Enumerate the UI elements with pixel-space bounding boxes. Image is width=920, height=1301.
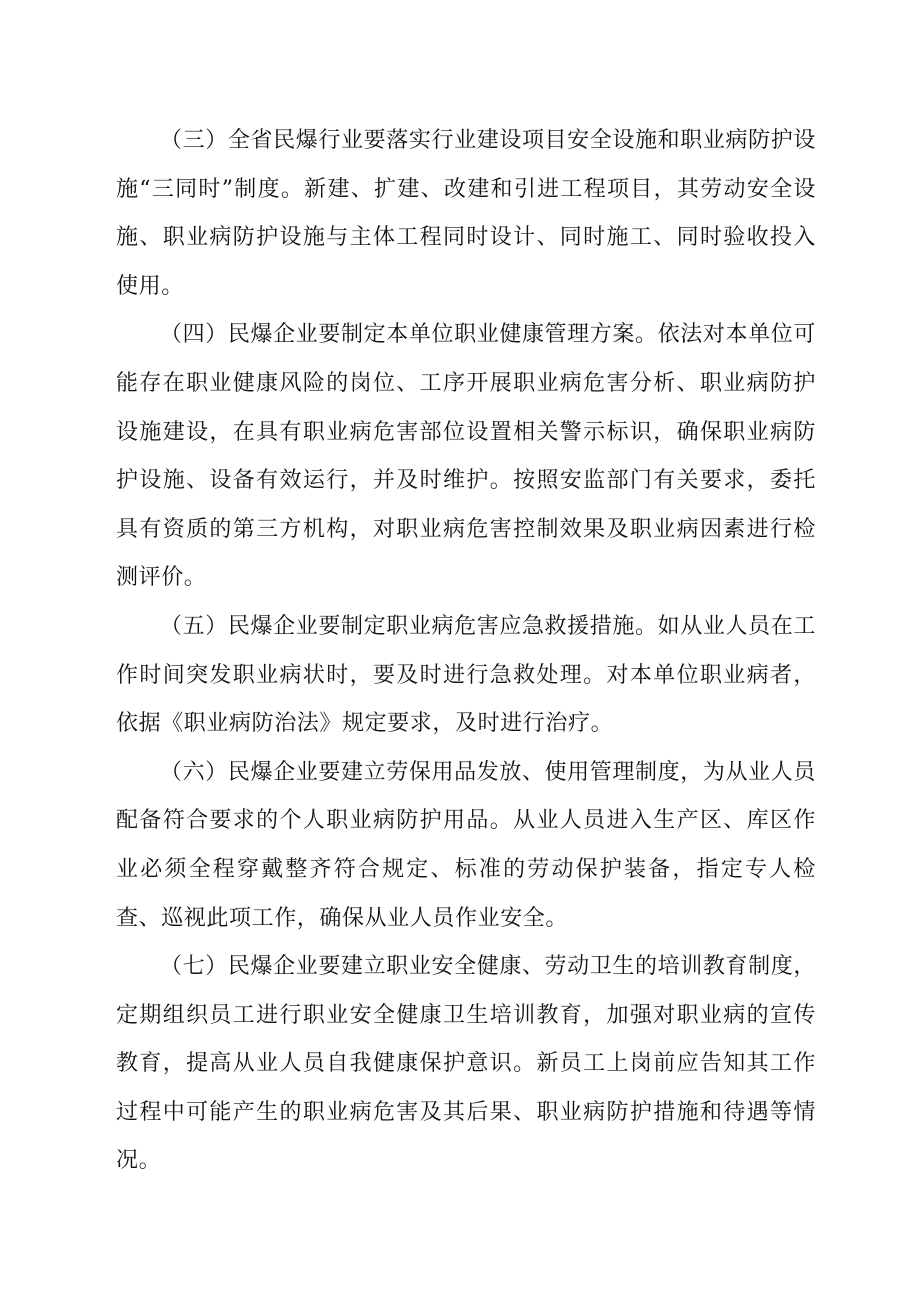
document-body [116,117,816,1186]
paragraph-5: （五）民爆企业要制定职业病危害应急救援措施。如从业人员在工作时间突发职业病状时，要及时进行急救处理。对本单位职业病者，依据《职业病防治法》规定要求，及时进行治疗。 [116,613,816,737]
paragraph-6: （六）民爆企业要建立劳保用品发放、使用管理制度，为从业人员配备符合要求的个人职业病防护用品。从业人员进入生产区、库区作业必须全程穿戴整齐符合规定、标准的劳动保护装备，指定专人检查、巡视此项工作，确保从业人员作业安全。 [116,759,816,931]
paragraph-7: （七）民爆企业要建立职业安全健康、劳动卫生的培训教育制度，定期组织员工进行职业安全健康卫生培训教育，加强对职业病的宣传教育，提高从业人员自我健康保护意识。新员工上岗前应告知其工作过程中可能产生的职业病危害及其后果、职业病防护措施和待遇等情况。 [116,954,816,1174]
paragraph-4: （四）民爆企业要制定本单位职业健康管理方案。依法对本单位可能存在职业健康风险的岗位、工序开展职业病危害分析、职业病防护设施建设，在具有职业病危害部位设置相关警示标识，确保职业病防护设施、设备有效运行，并及时维护。按照安监部门有关要求，委托具有资质的第三方机构，对职业病危害控制效果及职业病因素进行检测评价。 [116,322,816,591]
paragraph-3: （三）全省民爆行业要落实行业建设项目安全设施和职业病防护设施“三同时”制度。新建、扩建、改建和引进工程项目，其劳动安全设施、职业病防护设施与主体工程同时设计、同时施工、同时验收投入使用。 [116,128,816,299]
